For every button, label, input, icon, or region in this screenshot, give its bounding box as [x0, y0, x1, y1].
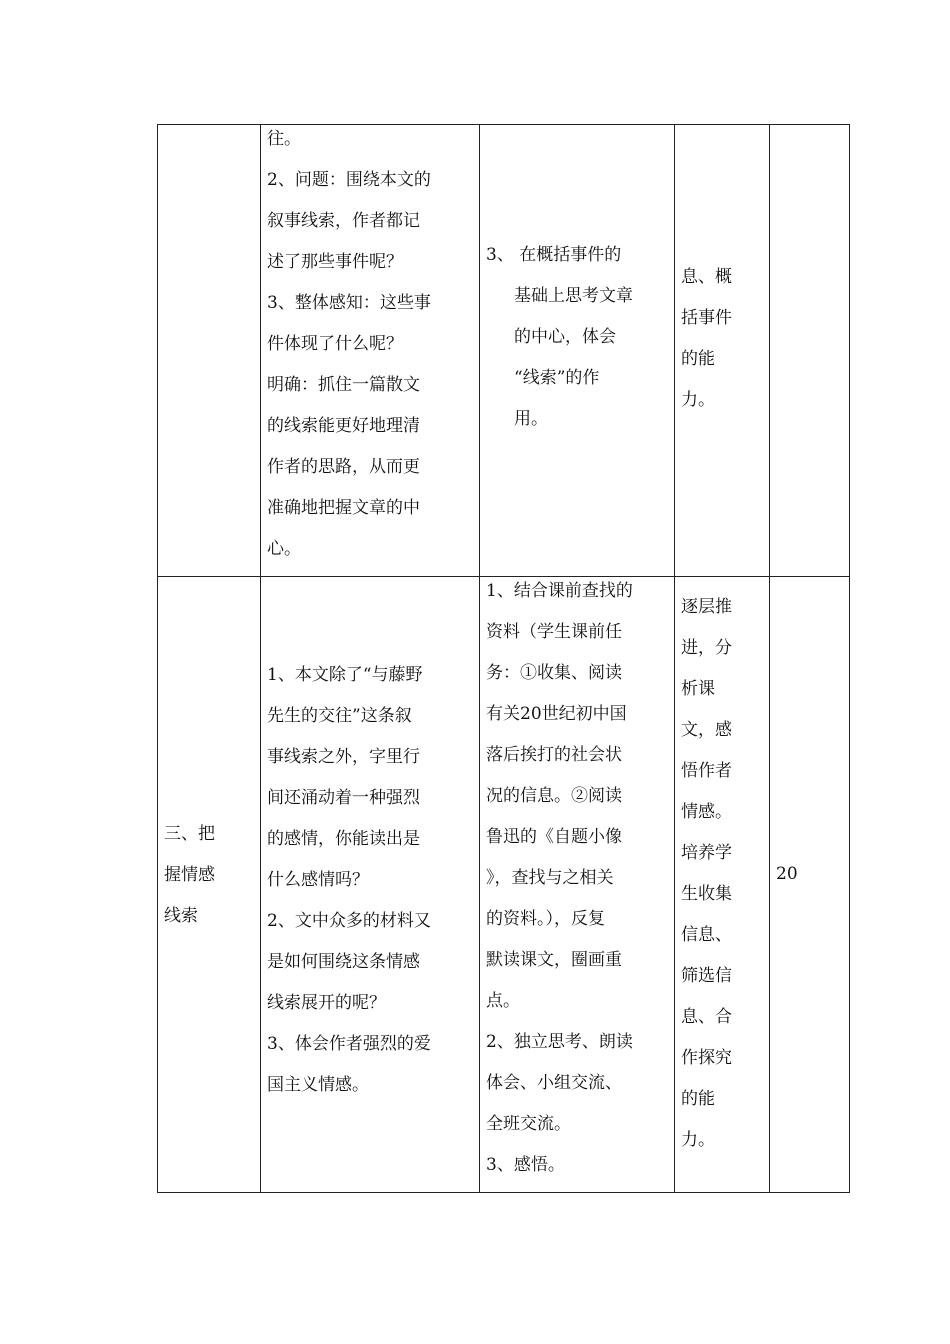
table-row	[158, 577, 850, 1193]
teacher-activity-cell	[261, 577, 480, 1193]
table-row	[158, 125, 850, 577]
text-line: 资料（学生课前任	[486, 622, 622, 642]
text-line: 什么感情吗？	[267, 870, 369, 890]
lesson-plan-table	[157, 124, 850, 1193]
text-line: 2、独立思考、朗读	[486, 1032, 633, 1052]
text-line: 事线索之外，字里行	[267, 747, 420, 767]
text-line: 叙事线索，作者都记	[267, 211, 420, 231]
text-line: 线索展开的呢？	[267, 993, 386, 1013]
text-line: 国主义情感。	[267, 1075, 369, 1095]
text-line: 握情感	[164, 865, 215, 885]
text-line: 析课	[681, 679, 715, 699]
text-line: 准确地把握文章的中	[267, 498, 420, 518]
text-line: 明确：抓住一篇散文	[267, 375, 420, 395]
text-line: 心。	[267, 539, 301, 559]
text-line: 力。	[681, 390, 715, 410]
text-line: 点。	[486, 991, 520, 1011]
text-line: 有关20世纪初中国	[486, 704, 627, 724]
text-line: 括事件	[681, 308, 732, 328]
time-cell	[770, 125, 850, 577]
text-line: 三、把	[164, 824, 215, 844]
text-line: 筛选信	[681, 966, 732, 986]
text-line: 先生的交往”这条叙	[267, 706, 412, 726]
text-line: 落后挨打的社会状	[486, 745, 622, 765]
text-line: 的资料。），反复	[486, 909, 605, 929]
text-line: 生收集	[681, 884, 732, 904]
text-line: 力。	[681, 1130, 715, 1150]
text-line: 的中心，体会	[514, 327, 616, 347]
text-line: 务：①收集、阅读	[486, 663, 622, 683]
text-line: 往。	[267, 129, 301, 149]
stage-cell	[158, 125, 261, 577]
text-line: 作者的思路，从而更	[267, 457, 420, 477]
text-line: 件体现了什么呢？	[267, 334, 403, 354]
text-line: 线索	[164, 906, 198, 926]
text-line: 1、结合课前查找的	[486, 581, 633, 601]
text-line: 3、 在概括事件的	[486, 245, 622, 265]
text-line: 》，查找与之相关	[486, 868, 614, 888]
text-line: 的能	[681, 349, 715, 369]
text-line: 作探究	[681, 1048, 732, 1068]
text-line: 1、本文除了“与藤野	[267, 665, 423, 685]
text-line: 体会、小组交流、	[486, 1073, 622, 1093]
text-line: 的能	[681, 1089, 715, 1109]
stage-cell	[158, 577, 261, 1193]
text-line: 是如何围绕这条情感	[267, 952, 420, 972]
text-line: 逐层推	[681, 597, 732, 617]
text-line: 默读课文，圈画重	[486, 950, 622, 970]
text-line: 基础上思考文章	[514, 286, 633, 306]
text-line: 况的信息。②阅读	[486, 786, 622, 806]
text-line: 的感情，你能读出是	[267, 829, 420, 849]
design-intent-cell	[675, 577, 770, 1193]
time-cell	[770, 577, 850, 1193]
text-line: 3、整体感知：这些事	[267, 293, 431, 313]
text-line: 进，分	[681, 638, 732, 658]
text-line: 息、合	[681, 1007, 732, 1027]
text-line: 述了那些事件呢？	[267, 252, 403, 272]
design-intent-cell	[675, 125, 770, 577]
text-line: 悟作者	[681, 761, 732, 781]
time-value: 20	[776, 864, 798, 884]
text-line: 2、文中众多的材料又	[267, 911, 431, 931]
teacher-activity-cell	[261, 125, 480, 577]
student-activity-cell	[480, 125, 675, 577]
text-line: 3、感悟。	[486, 1155, 565, 1175]
text-line: 3、体会作者强烈的爱	[267, 1034, 431, 1054]
text-line: 全班交流。	[486, 1114, 571, 1134]
text-line: 的线索能更好地理清	[267, 416, 420, 436]
text-line: 用。	[514, 409, 548, 429]
text-line: 信息、	[681, 925, 732, 945]
text-line: “线索”的作	[514, 368, 600, 388]
text-line: 情感。	[681, 802, 732, 822]
student-activity-cell	[480, 577, 675, 1193]
text-line: 间还涌动着一种强烈	[267, 788, 420, 808]
text-line: 息、概	[681, 267, 732, 287]
text-line: 鲁迅的《自题小像	[486, 827, 622, 847]
text-line: 文，感	[681, 720, 732, 740]
text-line: 培养学	[681, 843, 732, 863]
text-line: 2、问题：围绕本文的	[267, 170, 431, 190]
